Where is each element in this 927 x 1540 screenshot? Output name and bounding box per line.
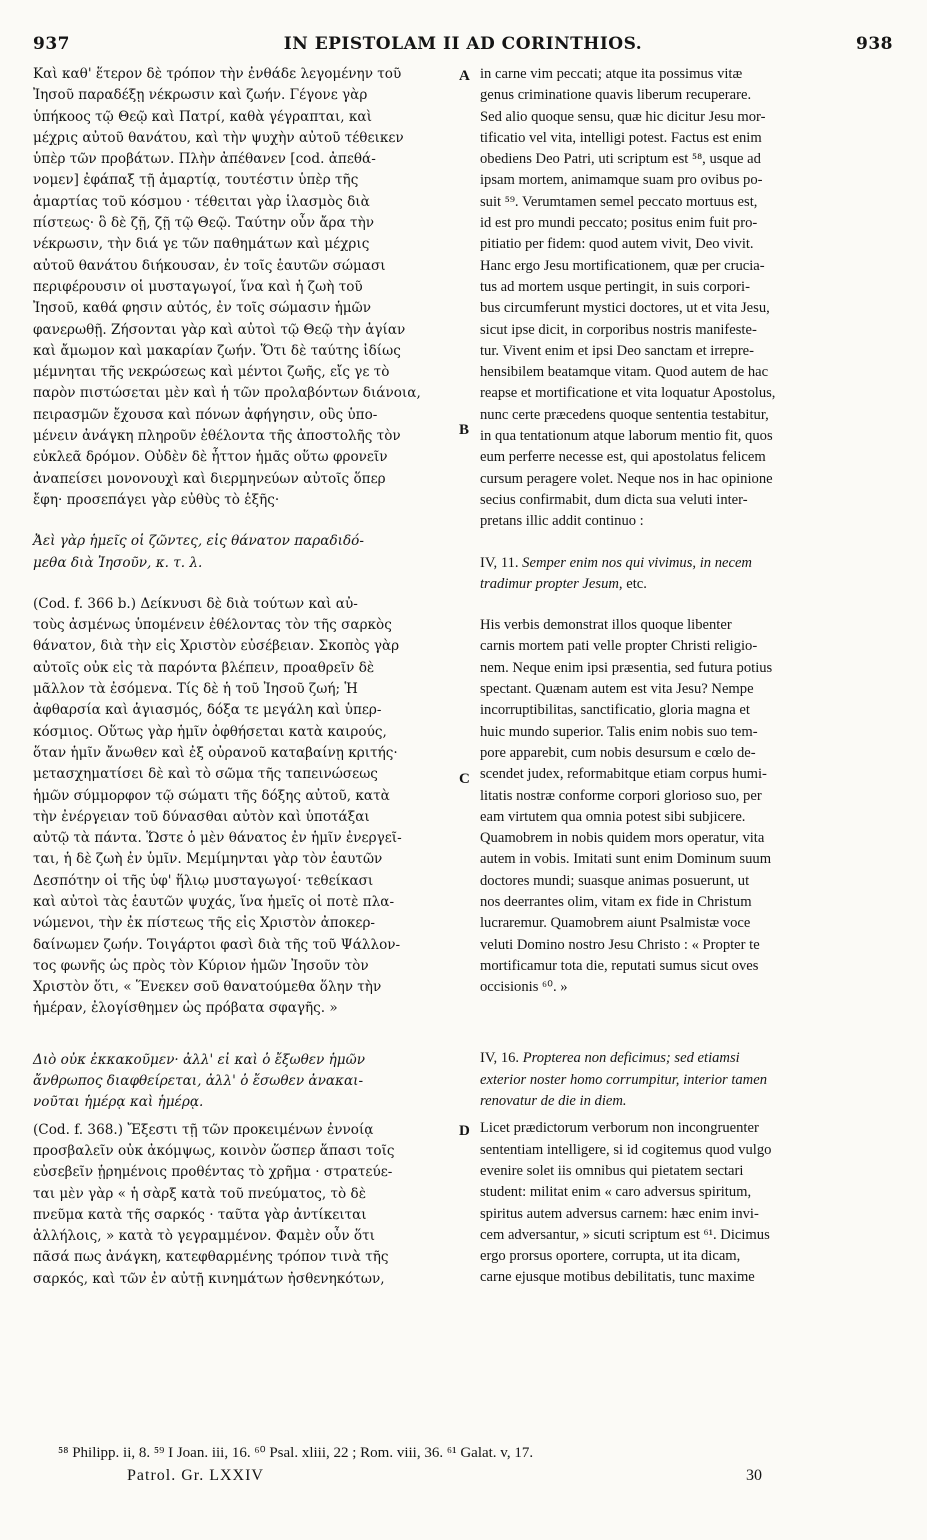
latin-lemma-1-ref: IV, 11. <box>480 554 519 571</box>
greek-paragraph-3: (Cod. f. 368.) Ἔξεστι τῇ τῶν προκειμένων ἐννοίᾳ προσβαλεῖν οὐκ ἀκόμψως, κοινὸν ὥσπερ ἅπασι τοῖς εὐσεβεῖν ᾑρημένοις προθέντας τὸ χρῆμα · στρατεύε- ται μὲν γὰρ « ἡ σὰρξ κατὰ τοῦ πνεύματος, τὸ δὲ πνεῦμα κατὰ τῆς σαρκός · ταῦτα γὰρ ἀντίκειται ἀλλήλοις, » κατὰ τὸ γεγραμμένον. Φαμὲν οὖν ὅτι πᾶσά πως ἀνάγκη, κατεφθαρμένης τρόπον τινὰ τῆς σαρκός, καὶ τῶν ἐν αὐτῇ κινημάτων ἠσθενηκότων, <box>33 1121 395 1287</box>
latin-lemma-1 <box>480 553 893 596</box>
signature-mark: Patrol. Gr. LXXIV <box>127 1467 264 1484</box>
greek-column <box>33 64 453 1290</box>
page-number-left: 937 <box>33 34 70 54</box>
greek-lemma-2: Διὸ οὐκ ἐκκακοῦμεν· ἀλλ' εἰ καὶ ὁ ἔξωθεν ἡμῶν ἄνθρωπος διαφθείρεται, ἀλλ' ὁ ἔσωθεν ἀνακαι- νοῦται ἡμέρᾳ καὶ ἡμέρᾳ. <box>33 1051 365 1111</box>
greek-paragraph-1: Καὶ καθ' ἕτερον δὲ τρόπον τὴν ἐνθάδε λεγομένην τοῦ Ἰησοῦ παραδέξῃ νέκρωσιν καὶ ζωήν. Γέγονε γὰρ ὑπήκοος τῷ Θεῷ καὶ Πατρί, καθὰ γέγραπται, καὶ μέχρις αὐτοῦ θανάτου, καὶ τὴν ψυχὴν αὐτοῦ τέθεικεν ὑπὲρ τῶν προβάτων. Πλὴν ἀπέθανεν [cod. ἀπεθά- νομεν] ἐφάπαξ τῇ ἁμαρτίᾳ, τουτέστιν ὑπὲρ τῆς ἁμαρτίας τοῦ κόσμου · τέθειται γὰρ ἱλασμὸς διὰ πίστεως· ὃ δὲ ζῇ, ζῇ τῷ Θεῷ. Ταύτην οὖν ἄρα τὴν νέκρωσιν, τὴν διά γε τῶν παθημάτων καὶ μέχρις αὐτοῦ θανάτου διήκουσαν, ἐν τοῖς ἑαυτῶν σώμασι περιφέρουσιν οἱ μυσταγωγοί, ἵνα καὶ ἡ ζωὴ τοῦ Ἰησοῦ, καθά φησιν αὐτός, ἐν τοῖς σώμασιν ἡμῶν φανερωθῇ. Ζήσονται γὰρ καὶ αὐτοὶ τῷ Θεῷ τὴν ἁγίαν καὶ ἄμωμον καὶ μακαρίαν ζωήν. Ὅτι δὲ ταύτης ἰδίως μέμνηται τῆς νεκρώσεως καὶ μέντοι ζωῆς, εἴς γε τὸ παρὸν πιστώσεται μὲν καὶ ἡ τῶν προλαβόντων διάνοια, πειρασμῶν ἔχουσα καὶ πόνων ἀφήγησιν, οὓς ὑπο- μένειν ἀνάγκη πληροῦν ἐθέλοντα τῆς ἀποστολῆς τὸν εὐκλεᾶ δρόμον. Οὐδὲν δὲ ἧττον ἡμᾶς οὕτω φρονεῖν ἀναπείσει μονονουχὶ καὶ διερμηνεύων αὐτοῖς ὅπερ ἔφη· προσεπάγει γὰρ εὐθὺς τὸ ἑξῆς· <box>33 66 421 508</box>
latin-paragraph-3: Licet prædictorum verborum non incongruenter sententiam intelligere, si id cogitemus quod vulgo evenire solet iis omnibus qui pietatem sectari student: militat enim « caro adversus spiritum, spiritus autem adversus carnem: hæc enim invi- cem adversantur, » sicuti scriptum est ⁶¹. Dicimus ergo prorsus oportere, corrupta, ut ita dicam, carne ejusque motibus debilitatis, tunc maxime <box>480 1120 772 1286</box>
latin-column <box>480 64 893 1289</box>
margin-marker-c: C <box>459 771 470 787</box>
latin-lemma-2-ref: IV, 16. <box>480 1050 520 1067</box>
latin-paragraph-2: His verbis demonstrat illos quoque libenter carnis mortem pati velle propter Christi religio- nem. Neque enim ipsi præsentia, sed futura potius spectant. Quænam autem est vita Jesu? Nempe incorruptibilitas, sanctificatio, gloria magna et huic mundo superior. Talis enim nobis suo tem- pore apparebit, cum nobis desursum e cœlo de- scendet judex, reformabitque etiam corpus humi- litatis nostræ conforme corpori glorioso suo, per eam virtutem qua omnia potest sibi subjicere. Quamobrem in nobis quidem mors operatur, vita autem in vobis. Imitati sunt enim Dominum suum doctores mundi; suasque animas posuerunt, ut nos deerrantes olim, vitam ex fide in Christum lucraremur. Quamobrem aiunt Psalmistæ voce veluti Domino nostro Jesu Christo : « Propter te mortificamur tota die, reputati sumus sicut oves occisionis ⁶⁰. » <box>480 617 773 996</box>
running-title: IN EPISTOLAM II AD CORINTHIOS. <box>283 34 643 54</box>
latin-lemma-1-etc: etc. <box>626 575 647 592</box>
latin-lemma-2 <box>480 1048 893 1112</box>
margin-marker-a: A <box>459 68 470 84</box>
greek-lemma-1: Ἀεὶ γὰρ ἡμεῖς οἱ ζῶντες, εἰς θάνατον παραδιδό- μεθα διὰ Ἰησοῦν, κ. τ. λ. <box>33 533 364 571</box>
sheet-number: 30 <box>746 1467 762 1484</box>
latin-lemma-2-text: Propterea non deficimus; sed etiamsi exterior noster homo corrumpitur, interior tamen renovatur de die in diem. <box>480 1050 767 1110</box>
margin-marker-b: B <box>459 422 470 438</box>
page-number-right: 938 <box>856 34 893 54</box>
latin-lemma-1-text: Semper enim nos qui vivimus, in necem tradimur propter Jesum, <box>480 554 752 592</box>
greek-paragraph-2: (Cod. f. 366 b.) Δείκνυσι δὲ διὰ τούτων καὶ αὐ- τοὺς ἀσμένως ὑπομένειν ἐθέλοντας τὸν τῆς σαρκὸς θάνατον, διὰ τὴν εἰς Χριστὸν εὐσέβειαν. Σκοπὸς γὰρ αὐτοῖς οὐκ εἰς τὰ παρόντα βλέπειν, προαθρεῖν δὲ μᾶλλον τὰ ἐσόμενα. Τίς δὲ ἡ τοῦ Ἰησοῦ ζωή; Ἡ ἀφθαρσία καὶ ἁγιασμός, δόξα τε μεγάλη καὶ ὑπερ- κόσμιος. Οὕτως γὰρ ἡμῖν ὀφθήσεται κατὰ καιρούς, ὅταν ἡμῖν ἄνωθεν καὶ ἐξ οὐρανοῦ καταβαίνῃ κριτής· μετασχηματίσει δὲ καὶ τὸ σῶμα τῆς ταπεινώσεως ἡμῶν σύμμορφον τῷ σώματι τῆς δόξης αὐτοῦ, κατὰ τὴν ἐνέργειαν τοῦ δύνασθαι αὐτὸν καὶ ὑποτάξαι αὐτῷ τὰ πάντα. Ὥστε ὁ μὲν θάνατος ἐν ἡμῖν ἐνεργεῖ- ται, ἡ δὲ ζωὴ ἐν ὑμῖν. Μεμίμηνται γὰρ τὸν ἑαυτῶν Δεσπότην οἱ τῆς ὑφ' ἥλιῳ μυσταγωγοί· τεθείκασι καὶ αὐτοὶ τὰς ἑαυτῶν ψυχάς, ἵνα ἡμεῖς οἱ ποτὲ πλα- νώμενοι, τὴν ἐκ πίστεως τῆς εἰς Χριστὸν ἀποκερ- δαίνωμεν ζωήν. Τοιγάρτοι φασὶ διὰ τῆς τοῦ Ψάλλον- τος φωνῆς ὡς πρὸς τὸν Κύριον ἡμῶν Ἰησοῦν τὸν Χριστὸν ὅτι, « Ἕνεκεν σοῦ θανατούμεθα ὅλην τὴν ἡμέραν, ἐλογίσθημεν ὡς πρόβατα σφαγῆς. » <box>33 595 402 1017</box>
footnotes: ⁵⁸ Philipp. ii, 8. ⁵⁹ I Joan. iii, 16. ⁶⁰ Psal. xliii, 22 ; Rom. viii, 36. ⁶¹ Galat. v, 17. <box>58 1445 534 1461</box>
latin-paragraph-1: in carne vim peccati; atque ita possimus vitæ genus criminatione quavis liberum recuperare. Sed alio quoque sensu, quæ hic dicitur Jesu mor- tificatio vel vita, intelligi potest. Factus est enim obediens Deo Patri, uti scriptum est ⁵⁸, usque ad ipsam mortem, animamque suam pro ovibus po- suit ⁵⁹. Verumtamen semel peccato mortuus est, id est pro mundi peccato; positus enim fuit pro- pitiatio per fidem: quod autem vivit, Deo vivit. Hanc ergo Jesu mortificationem, quæ per crucia- tus ad mortem usque pertingit, in suis corpori- bus circumferunt mystici doctores, ut et vita Jesu, sicut ipse dicit, in corporibus nostris manifeste- tur. Vivent enim et ipsi Deo sanctam et irrepre- hensibilem beatamque vitam. Quod autem de hac reapse et mortificatione et vita loquatur Apostolus, nunc certe præcedens quoque sententia testabitur, in qua tentationum atque laborum mentio fit, quos eum perferre necesse est, qui apostolatus felicem cursum peragere volet. Neque nos in hac opinione secius confirmabit, dum dicta sua veluti inter- pretans illic addit continuo : <box>480 66 776 530</box>
page-header <box>33 34 893 56</box>
margin-marker-d: D <box>459 1123 470 1139</box>
